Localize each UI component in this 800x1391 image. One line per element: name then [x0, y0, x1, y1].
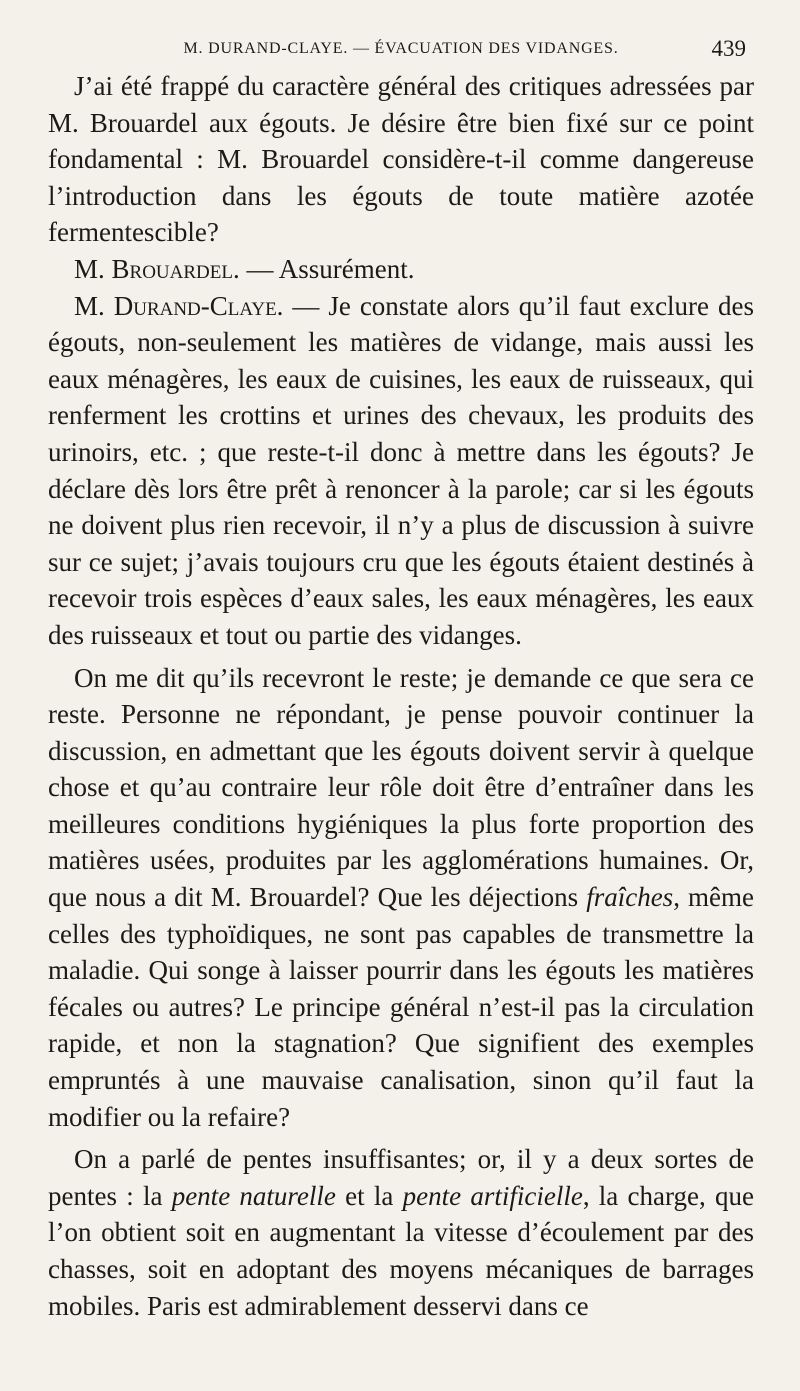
- paragraph-text: et la: [335, 1180, 403, 1211]
- speaker-name: M. Durand-Claye.: [74, 290, 284, 321]
- italic-term: pente artificielle: [402, 1180, 583, 1211]
- speaker-name: M. Brouardel.: [74, 253, 240, 284]
- paragraph-1: [48, 68, 754, 251]
- paragraph-text: , même celles des typhoïdiques, ne sont pas capables de transmettre la maladie. Qui songe à laisser pourrir dans les égouts les matières fécales ou autres? Le principe général n’est-il pas la circulation rapide, et non la stagnation? Que signifient des exemples empruntés à une mauvaise canalisation, sinon qu’il faut la modifier ou la refaire?: [48, 882, 754, 1132]
- italic-term: fraîches: [586, 882, 674, 913]
- paragraph-2: [48, 251, 754, 288]
- page-body: [48, 68, 754, 1324]
- italic-term: pente naturelle: [171, 1180, 336, 1211]
- paragraph-text: , la charge, que l’on obtient soit en augmentant la vitesse d’écoulement par des chasses, soit en adoptant des moyens mécaniques de barrages mobiles. Paris est admirablement desservi dans ce: [48, 1180, 754, 1321]
- paragraph-3: [48, 288, 754, 654]
- paragraph-text: — Je constate alors qu’il faut exclure des égouts, non-seulement les matières de vidange, mais aussi les eaux ménagères, les eaux de cuisines, les eaux de ruisseaux, qui renferment les crottins et urines des chevaux, les produits des urinoirs, etc. ; que reste-t-il donc à mettre dans les égouts? Je déclare dès lors être prêt à renoncer à la parole; car si les égouts ne doivent plus rien recevoir, il n’y a plus de discussion à suivre sur ce sujet; j’avais toujours cru que les égouts étaient destinés à recevoir trois espèces d’eaux sales, les eaux ménagères, les eaux des ruisseaux et tout ou partie des vidanges.: [48, 290, 754, 650]
- paragraph-text: On me dit qu’ils recevront le reste; je demande ce que sera ce reste. Personne ne répondant, je pense pouvoir continuer la discussion, en admettant que les égouts doivent servir à quelque chose et qu’au contraire leur rôle doit être d’entraîner dans les meilleures conditions hygiéniques la plus forte proportion des matières usées, produites par les agglomérations humaines. Or, que nous a dit M. Brouardel? Que les déjections: [48, 662, 754, 913]
- paragraph-text: — Assurément.: [239, 253, 415, 284]
- paragraph-text: On a parlé de pentes insuffisantes; or, il y a deux sortes de pentes : la: [48, 1144, 754, 1211]
- page-number: 439: [711, 36, 746, 61]
- running-title: M. DURAND-CLAYE. — ÉVACUATION DES VIDANGES.: [183, 40, 619, 57]
- paragraph-4: [48, 660, 754, 1136]
- paragraph-5: [48, 1141, 754, 1324]
- paragraph-text: J’ai été frappé du caractère général des critiques adressées par M. Brouardel aux égouts. Je désire être bien fixé sur ce point fondamental : M. Brouardel considère-t-il comme dangereuse l’introduction dans les égouts de toute matière azotée fermentescible?: [48, 71, 754, 248]
- running-header: [48, 28, 754, 68]
